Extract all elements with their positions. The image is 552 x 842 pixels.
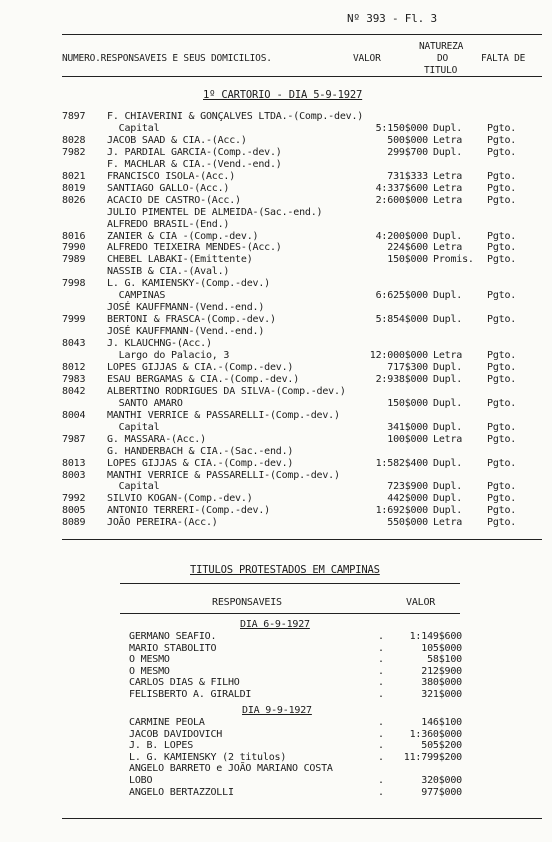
leader-dot: . [378,642,384,654]
entry-name: CHEBEL LABAKI-(Emittente) [107,254,253,266]
leader-dot: . [378,728,384,740]
header-falta-de: FALTA DE [481,53,526,64]
entry-name: ACACIO DE CASTRO-(Acc.) [107,194,241,206]
entry-valor: 12:000$000 [369,350,428,361]
protested-name: MARIO STABOLITO [129,642,217,654]
protested-name: CARMINE PEOLA [129,717,205,728]
entry-valor: 299$700 [387,146,428,158]
protested-row [0,729,552,740]
entry-name: ALFREDO BRASIL-(End.) [107,218,230,230]
leader-dot: . [378,677,384,689]
leader-dot: . [378,740,384,752]
entry-natureza: Dupl. [433,314,463,326]
protested-valor: 105$000 [421,642,462,654]
protested-row [0,677,552,688]
entry-valor: 1:582$400 [375,457,428,469]
entry-row [0,171,552,182]
entry-row [0,183,552,194]
entry-row [0,517,552,528]
entry-valor: 150$000 [387,254,428,266]
entry-row [0,290,552,301]
protested-row [0,787,552,798]
entry-falta: Pgto. [487,146,517,158]
entry-name: LOPES GIJJAS & CIA.-(Comp.-dev.) [107,457,294,469]
entry-valor: 4:337$600 [375,182,428,194]
entry-natureza: Dupl. [433,146,463,158]
protested-name: FELISBERTO A. GIRALDI [129,689,252,700]
entry-number: 8013 [62,457,86,469]
entry-falta: Pgto. [487,373,517,385]
entry-valor: 4:200$000 [375,230,428,242]
entry-number: 8042 [62,385,86,397]
leader-dot: . [378,775,384,786]
entry-natureza: Letra [433,170,463,182]
entry-name: MANTHI VERRICE & PASSARELLI-(Comp.-dev.) [107,469,340,481]
entry-falta: Pgto. [487,134,517,146]
entry-natureza: Dupl. [433,373,463,385]
entry-valor: 6:625$000 [375,290,428,302]
entry-valor: 723$900 [387,481,428,493]
protested-name: ANGELO BARRETO e JOÃO MARIANO COSTA [129,763,333,775]
entry-row [0,219,552,230]
entry-name: CAMPINAS [107,290,166,302]
entry-name: JOSÉ KAUFFMANN-(Vend.-end.) [107,326,265,338]
section-title-cartorio: 1º CARTORIO - DIA 5-9-1927 [203,89,363,101]
protested-row [0,643,552,654]
entry-falta: Pgto. [487,457,517,469]
entry-valor: 341$000 [387,421,428,433]
entry-row [0,326,552,337]
protested-name: ANGELO BERTAZZOLLI [129,786,234,798]
leader-dot: . [378,654,384,666]
entry-natureza: Promis. [433,254,474,266]
section2-top-rule [120,583,460,584]
entry-falta: Pgto. [487,170,517,182]
entry-falta: Pgto. [487,314,517,326]
header-valor-2: VALOR [406,597,436,608]
entry-name: FRANCISCO ISOLA-(Acc.) [107,170,236,182]
entry-name: Largo do Palacio, 3 [107,350,230,361]
entry-name: ESAU BERGAMAS & CIA.-(Comp.-dev.) [107,373,300,385]
entry-number: 8003 [62,469,86,481]
entry-row [0,302,552,313]
protested-valor: 380$000 [421,677,462,689]
header-do: DO [437,53,449,64]
protested-name: JACOB DAVIDOVICH [129,728,223,740]
entry-falta: Pgto. [487,230,517,242]
entry-number: 7987 [62,433,86,445]
protested-row [0,654,552,665]
entry-natureza: Dupl. [433,290,463,302]
entry-falta: Pgto. [487,421,517,433]
entry-falta: Pgto. [487,361,517,373]
entry-valor: 717$300 [387,361,428,373]
entry-row [0,123,552,134]
entry-name: JOÃO PEREIRA-(Acc.) [107,517,218,529]
page-reference: Nº 393 - Fl. 3 [347,12,437,25]
date-heading-2: DIA 9-9-1927 [242,705,312,716]
entry-natureza: Letra [433,134,463,146]
header-natureza: NATUREZA [419,41,464,52]
entry-name: SANTIAGO GALLO-(Acc.) [107,182,230,194]
entry-row [0,434,552,445]
entry-valor: 500$000 [387,134,428,146]
entry-number: 7990 [62,242,86,254]
protested-valor: 1:360$000 [409,728,462,740]
entry-row [0,410,552,421]
entry-number: 8028 [62,134,86,146]
entry-name: J. PARDIAL GARCIA-(Comp.-dev.) [107,146,282,158]
entry-name: NASSIB & CIA.-(Aval.) [107,266,230,278]
entry-falta: Pgto. [487,505,517,517]
entry-falta: Pgto. [487,481,517,493]
entry-row [0,111,552,122]
protested-valor: 505$200 [421,740,462,752]
entry-name: JULIO PIMENTEL DE ALMEIDA-(Sac.-end.) [107,206,323,218]
leader-dot: . [378,751,384,763]
entry-row [0,362,552,373]
protested-valor: 320$000 [421,775,462,786]
entry-number: 8004 [62,409,86,421]
entry-number: 7998 [62,278,86,290]
entry-falta: Pgto. [487,397,517,409]
entry-row [0,231,552,242]
entry-number: 8016 [62,230,86,242]
protested-row [0,752,552,763]
entry-natureza: Letra [433,433,463,445]
entry-natureza: Letra [433,182,463,194]
protested-row [0,740,552,751]
entry-row [0,338,552,349]
entry-natureza: Dupl. [433,457,463,469]
protested-valor: 58$100 [427,654,462,666]
entry-number: 7999 [62,314,86,326]
entry-natureza: Dupl. [433,361,463,373]
entry-natureza: Dupl. [433,397,463,409]
entry-natureza: Dupl. [433,230,463,242]
entry-row [0,135,552,146]
entry-row [0,266,552,277]
entry-natureza: Letra [433,242,463,254]
entry-row [0,374,552,385]
entry-row [0,422,552,433]
header-titulo: TITULO [424,65,458,76]
entry-name: JOSÉ KAUFFMANN-(Vend.-end.) [107,302,265,314]
entry-name: Capital [107,421,160,433]
entry-row [0,314,552,325]
leader-dot: . [378,689,384,700]
protested-valor: 212$900 [421,665,462,677]
protested-row [0,717,552,728]
entry-row [0,147,552,158]
protested-row [0,775,552,786]
entry-name: ZANIER & CIA -(Comp.-dev.) [107,230,259,242]
leader-dot: . [378,717,384,728]
protested-name: L. G. KAMIENSKY (2 titulos) [129,751,287,763]
entry-row [0,470,552,481]
protested-name: J. B. LOPES [129,740,194,752]
protested-valor: 11:799$200 [403,751,462,763]
entry-falta: Pgto. [487,290,517,302]
entry-row [0,398,552,409]
leader-dot: . [378,665,384,677]
protested-valor: 1:149$600 [409,631,462,642]
entry-name: LOPES GIJJAS & CIA.-(Comp.-dev.) [107,361,294,373]
entry-valor: 731$333 [387,170,428,182]
entry-name: ALBERTINO RODRIGUES DA SILVA-(Comp.-dev.) [107,385,346,397]
leader-dot: . [378,786,384,798]
protested-valor: 977$000 [421,786,462,798]
protested-name: O MESMO [129,665,170,677]
entry-falta: Pgto. [487,517,517,529]
entry-name: MANTHI VERRICE & PASSARELLI-(Comp.-dev.) [107,409,340,421]
entry-name: F. CHIAVERINI & GONÇALVES LTDA.-(Comp.-dev.) [107,111,364,122]
date-heading-1: DIA 6-9-1927 [240,619,310,630]
header-valor: VALOR [353,53,381,64]
entry-name: J. KLAUCHNG-(Acc.) [107,338,212,350]
bottom-rule [62,818,542,819]
entry-valor: 5:854$000 [375,314,428,326]
entry-number: 8043 [62,338,86,350]
entry-name: JACOB SAAD & CIA.-(Acc.) [107,134,247,146]
section-end-rule [62,539,542,540]
entry-name: F. MACHLAR & CIA.-(Vend.-end.) [107,158,282,170]
protested-name: LOBO [129,775,153,786]
entry-number: 7992 [62,493,86,505]
header-responsaveis: RESPONSAVEIS [212,597,282,608]
entry-number: 8026 [62,194,86,206]
entry-valor: 2:600$000 [375,194,428,206]
entry-row [0,446,552,457]
entry-valor: 100$000 [387,433,428,445]
protested-row [0,763,552,774]
entry-row [0,481,552,492]
entry-natureza: Letra [433,350,463,361]
protested-name: O MESMO [129,654,170,666]
entry-valor: 442$000 [387,493,428,505]
entry-falta: Pgto. [487,350,517,361]
header-rule [62,76,542,77]
entry-name: BERTONI & FRASCA-(Comp.-dev.) [107,314,276,326]
entry-valor: 550$000 [387,517,428,529]
entry-number: 8005 [62,505,86,517]
entry-name: G. HANDERBACH & CIA.-(Sac.-end.) [107,445,294,457]
entry-row [0,350,552,361]
protested-valor: 321$000 [421,689,462,700]
entry-natureza: Letra [433,194,463,206]
entry-row [0,207,552,218]
entry-falta: Pgto. [487,122,517,134]
entry-number: 7989 [62,254,86,266]
entry-falta: Pgto. [487,433,517,445]
entry-row [0,278,552,289]
protested-row [0,689,552,700]
entry-row [0,159,552,170]
entry-valor: 150$000 [387,397,428,409]
entry-valor: 224$600 [387,242,428,254]
entry-row [0,458,552,469]
leader-dot: . [378,631,384,642]
entry-row [0,493,552,504]
entry-row [0,242,552,253]
entry-falta: Pgto. [487,182,517,194]
entry-natureza: Dupl. [433,421,463,433]
entry-name: ALFREDO TEIXEIRA MENDES-(Acc.) [107,242,282,254]
entry-falta: Pgto. [487,242,517,254]
entry-number: 7982 [62,146,86,158]
entry-falta: Pgto. [487,493,517,505]
protested-name: CARLOS DIAS & FILHO [129,677,240,689]
entry-natureza: Dupl. [433,505,463,517]
entry-valor: 2:938$000 [375,373,428,385]
entry-valor: 1:692$000 [375,505,428,517]
entry-name: SILVIO KOGAN-(Comp.-dev.) [107,493,253,505]
entry-number: 7897 [62,111,86,122]
entry-valor: 5:150$000 [375,122,428,134]
entry-natureza: Dupl. [433,122,463,134]
section-title-campinas: TITULOS PROTESTADOS EM CAMPINAS [190,564,380,576]
entry-number: 8012 [62,361,86,373]
entry-natureza: Dupl. [433,493,463,505]
entry-number: 8019 [62,182,86,194]
entry-row [0,386,552,397]
protested-name: GERMANO SEAFIO. [129,631,217,642]
entry-name: Capital [107,122,160,134]
entry-number: 8021 [62,170,86,182]
entry-falta: Pgto. [487,194,517,206]
top-rule [62,34,542,35]
protested-row [0,666,552,677]
entry-row [0,505,552,516]
protested-row [0,631,552,642]
entry-name: SANTO AMARO [107,397,183,409]
entry-name: G. MASSARA-(Acc.) [107,433,206,445]
entry-row [0,195,552,206]
section2-header-rule [120,613,460,614]
protested-valor: 146$100 [421,717,462,728]
entry-name: Capital [107,481,160,493]
header-numero-responsaveis: NUMERO.RESPONSAVEIS E SEUS DOMICILIOS. [62,53,272,64]
entry-row [0,254,552,265]
entry-name: ANTONIO TERRERI-(Comp.-dev.) [107,505,270,517]
entry-falta: Pgto. [487,254,517,266]
entry-name: L. G. KAMIENSKY-(Comp.-dev.) [107,278,270,290]
entry-number: 8089 [62,517,86,529]
entry-natureza: Dupl. [433,481,463,493]
entry-number: 7983 [62,373,86,385]
entry-natureza: Letra [433,517,463,529]
